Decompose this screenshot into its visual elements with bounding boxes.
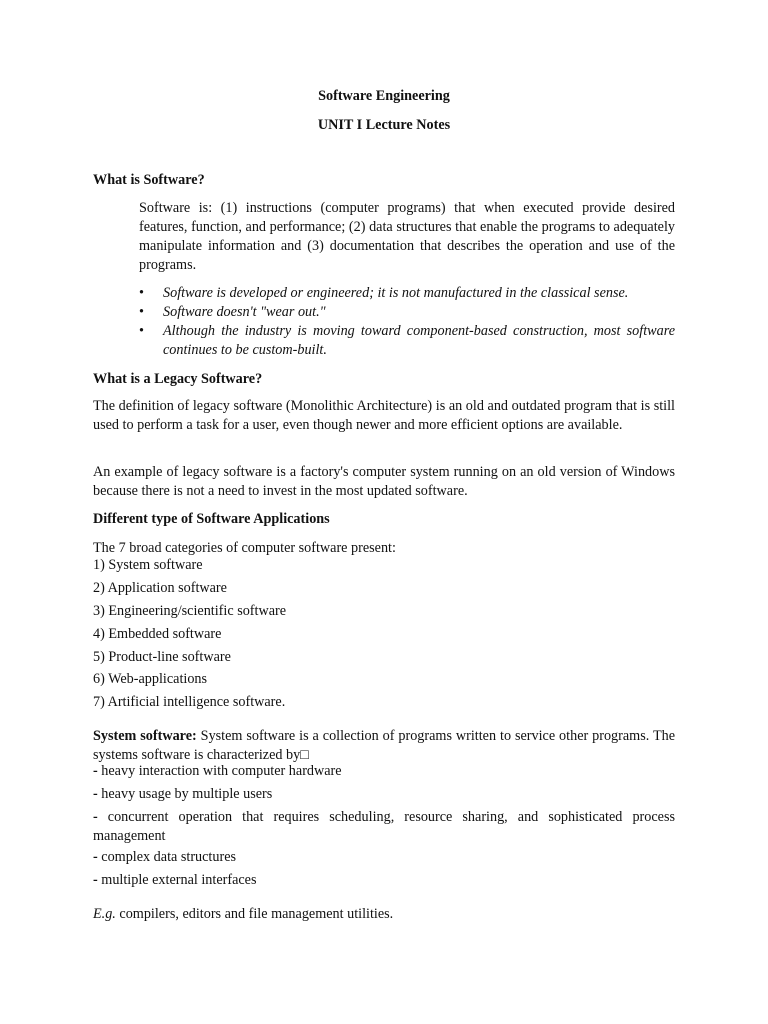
system-software-paragraph bbox=[93, 727, 675, 765]
bullet-icon: • bbox=[139, 323, 144, 339]
heading-what-is-software: What is Software? bbox=[93, 172, 205, 188]
heading-legacy-software: What is a Legacy Software? bbox=[93, 371, 263, 387]
list-item: 4) Embedded software bbox=[93, 626, 222, 642]
software-definition: Software is: (1) instructions (computer programs) that when executed provide desired features, function, and performance; (2) data structures that enable the programs to adequately manipulate information and (3) documentation that describes the operation and use of the programs. bbox=[139, 200, 675, 273]
bullet-text: Software is developed or engineered; it is not manufactured in the classical sense. bbox=[163, 285, 629, 301]
list-item bbox=[139, 284, 675, 303]
list-item: 5) Product-line software bbox=[93, 649, 231, 665]
legacy-example: An example of legacy software is a factory's computer system running on an old version of Windows because there is not a need to invest in the most updated software. bbox=[93, 464, 675, 499]
bullet-icon: • bbox=[139, 304, 144, 320]
system-software-text: System software is a collection of programs written to service other programs. The systems software is characterized by□ bbox=[93, 728, 675, 763]
list-item: - heavy usage by multiple users bbox=[93, 786, 273, 802]
system-software-example bbox=[93, 905, 675, 924]
list-item: - heavy interaction with computer hardware bbox=[93, 763, 342, 779]
bullet-text: Software doesn't "wear out." bbox=[163, 304, 326, 320]
example-prefix: E.g. bbox=[93, 906, 116, 922]
list-item bbox=[139, 303, 675, 322]
list-item: - concurrent operation that requires scheduling, resource sharing, and sophisticated process management bbox=[93, 809, 675, 844]
list-item: - complex data structures bbox=[93, 849, 237, 865]
list-item: 1) System software bbox=[93, 557, 203, 573]
list-item: - multiple external interfaces bbox=[93, 872, 257, 888]
list-item: 6) Web-applications bbox=[93, 671, 208, 687]
bullet-text: Although the industry is moving toward component-based construction, most software continues to be custom-built. bbox=[163, 323, 675, 358]
list-item: 2) Application software bbox=[93, 580, 227, 596]
heading-software-types: Different type of Software Applications bbox=[93, 511, 330, 527]
software-bullet-list bbox=[139, 284, 675, 360]
example-text: compilers, editors and file management utilities. bbox=[115, 906, 394, 922]
course-title: Software Engineering bbox=[318, 88, 450, 104]
unit-title: UNIT I Lecture Notes bbox=[317, 117, 451, 133]
list-item: 3) Engineering/scientific software bbox=[93, 603, 287, 619]
list-item bbox=[139, 322, 675, 360]
bullet-icon: • bbox=[139, 285, 144, 301]
types-intro: The 7 broad categories of computer software present: bbox=[93, 540, 396, 556]
legacy-definition: The definition of legacy software (Monolithic Architecture) is an old and outdated program that is still used to perform a task for a user, even though newer and more efficient options are available. bbox=[93, 398, 675, 433]
system-software-label: System software: bbox=[93, 728, 197, 744]
list-item: 7) Artificial intelligence software. bbox=[93, 694, 286, 710]
